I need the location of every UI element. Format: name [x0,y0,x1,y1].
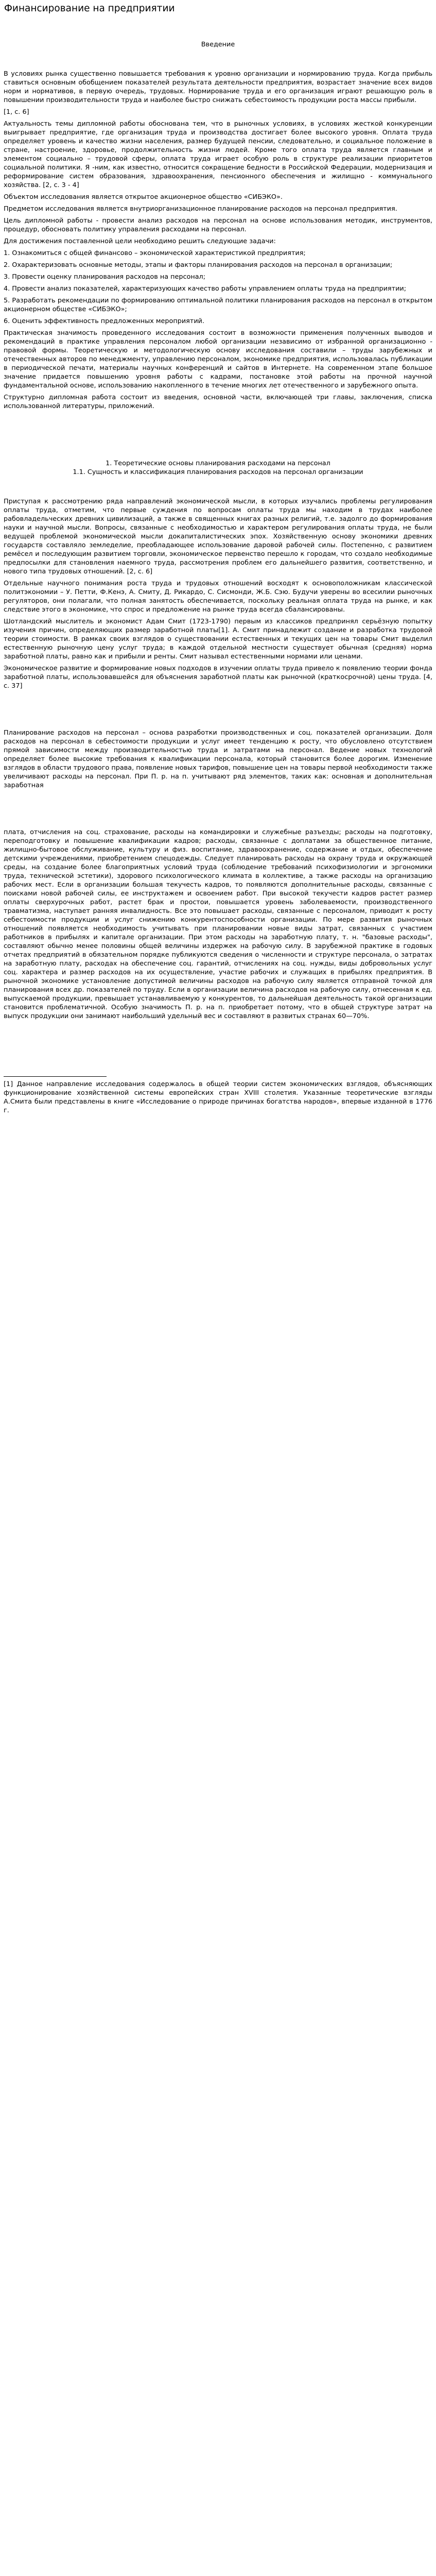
planning-continuation: плата, отчисления на соц. страхование, расходы на командировки и служебные разъезды; расходы на подготовку, переподготовку и повышение квалификации кадров; расходы, связанные с доплатами за общественное питание, жилищно-бытовое обслуживание, культуру и физ. воспитание, здравоохранение, содержание и отдых, обеспечение детскими учреждениями, приобретением спецодежды. Следует планировать расходы на охрану труда и окружающей среды, на создание более благоприятных условий труда (соблюдение требований психофизиологии и эргономики труда, технической эстетики), здорового психологического климата в коллективе, а также расходы на организацию рабочих мест. Если в организации большая текучесть кадров, то появляются дополнительные расходы, связанные с поисками новой рабочей силы, ее инструктажем и освоением работ. При высокой текучести кадров растет размер оплаты сверхурочных работ, растет брак и простои, повышается уровень заболеваемости, производственного травматизма, наступает ранняя инвалидность. Все это повышает расходы, связанные с персоналом, приводит к росту себестоимости продукции и услуг снижению конкурентоспособности организации. По мере развития рыночных отношений появляется необходимость учитывать при планировании новые виды затрат, связанных с участием работников в прибылях и капитале организации. При этом расходы на заработную плату, т. н. "базовые расходы", составляют обычно менее половины общей величины издержек на рабочую силу. В зарубежной практике в годовых отчетах предприятий в обязательном порядке публикуются сведения о численности и структуре персонала, о затратах на заработную плату, расходах на обеспечение соц. гарантий, отчислениях на соц. нужды, виды добровольных услуг соц. характера и размер расходов на их осуществление, участие рабочих и служащих в прибылях предприятия. В рыночной экономике установление допустимой величины расходов на рабочую силу является отправной точкой для планирования всех др. показателей по труду. Если в организации величина расходов на рабочую силу, отнесенная к ед. выпускаемой продукции, превышает устанавливаемую у конкурентов, то дальнейшая деятельность такой организации становится проблематичной. Особую значимость П. р. на п. приобретает потому, что в общей структуре затрат на выпуск продукции они занимают наибольший удельный вес и составляют в развитых странах 60—70%. [4,828,432,1020]
chapter-heading: 1. Теоретические основы планирования расходами на персонал [106,460,330,467]
chapter-paragraph: Экономическое развитие и формирование новых подходов в изучении оплаты труда привело к появлению теории фонда заработной платы, использовавшейся для объяснения заработной платы как рыночной (краткосрочной) цены труда. [4, с. 37] [4,665,432,690]
task-item: 2. Охарактеризовать основные методы, этапы и факторы планирования расходов на персонал в организации; [4,261,393,269]
footnote: [1] Данное направление исследования содержалось в общей теории систем экономических взглядов, объясняющих функционирование хозяйственной системы европейских стран XVIII столетия. Указанные теоретические взгляды А.Смита были представлены в книге «Исследование о природе причинах богатства народов», впервые изданной в 1776 г. [4,1080,432,1114]
page-break-space [4,693,432,714]
page-break-space [4,1044,432,1065]
task-item: 5. Разработать рекомендации по формированию оптимальной политики планирования расходов на персонал в открытом акционерном обществе «СИБЭКО»; [4,297,432,313]
chapter-paragraph: Приступая к рассмотрению ряда направлений экономической мысли, в которых изучались проблемы регулирования оплаты труда, отметим, что первые суждения по вопросам оплаты труда мы находим в трудах наиболее рабовладельческих древних цивилизаций, а также в священных книгах разных религий, т.е. задолго до формирования науки и научной мысли. Вопросы, связанные с необходимостью и характером регулирования оплаты труда, не были ведущей проблемой экономической мысли докапиталистических эпох. Хозяйственную основу экономики древних государств составляло земледелие, преобладающее использование даровой рабочей силы. Постепенно, с развитием ремёсел и последующим развитием торговли, экономическое первенство перешло к городам, что создало необходимые предпосылки для становления наемного труда, рассмотрения проблем его дальнейшего развития, соответственно, и нового типа трудовых отношений. [2, с. 6] [4,498,432,575]
intro-paragraph: Для достижения поставленной цели необходимо решить следующие задачи: [4,238,276,245]
intro-paragraph: Объектом исследования является открытое акционерное общество «СИБЭКО». [4,193,283,201]
planning-paragraph: Планирование расходов на персонал – основа разработки производственных и соц. показателей организации. Доля расходов на персонал в себестоимости продукции и услуг имеет тенденцию к росту, что обусловлено отсутствием прямой зависимости между производительностью труда и затратами на персонал. Ведение новых технологий определяет более высокие требования к квалификации персонала, который становится более дорогим. Изменение взглядов в области трудового права, появление новых тарифов, повышение цен на товары первой необходимости также увеличивают расходы на персонал. При П. р. на п. учитывают ряд элементов, таких как: основная и дополнительная заработная [4,729,432,789]
section-space [4,477,432,497]
intro-reference: [1, с. 6] [4,108,29,116]
page-break-space [4,414,432,434]
task-item: 3. Провести оценку планирования расходов на персонал; [4,273,206,281]
task-item: 4. Провести анализ показателей, характеризующих качество работы управлением оплаты труда на предприятии; [4,285,407,293]
intro-paragraph: Предметом исследования является внутриорганизационное планирование расходов на персонал предприятия. [4,205,397,213]
chapter-paragraph: Отдельные научного понимания роста труда и трудовых отношений восходят к основоположникам классической политэкономии – У. Петти, Ф.Кенэ, А. Смиту, Д. Рикардо, С. Сисмонди, Ж.Б. Сэю. Будучи уверены во всесилии рыночных регуляторов, они полагали, что полная занятость обеспечивается, поскольку реальная оплата труда на рынке, и как следствие этого в экономике, что спрос и предложение на рынке труда всегда сбалансированы. [4,580,432,614]
task-item: 6. Оценить эффективность предложенных мероприятий. [4,317,205,325]
page-break-space [4,814,432,828]
intro-paragraph: В условиях рынка существенно повышается требования к уровню организации и нормированию труда. Когда прибыль ставиться основным обобщением показателей результата деятельности предприятия, возрастает значение всех видов норм и нормативов, в первую очередь, трудовых. Нормирование труда и его организация играют решающую роль в повышении производительности труда и наиболее быстро снижать себестоимость продукции роста массы прибыли. [4,70,432,104]
page-title: Финансирование на предприятии [4,3,175,14]
page-break-space [4,434,432,455]
chapter-paragraph: Шотландский мыслитель и экономист Адам Смит (1723-1790) первым из классиков предпринял серьёзную попытку изучения причин, определяющих размер заработной платы[1]. А. Смит принадлежит создание и разработка трудовой теории стоимости. В рамках своих взглядов о существовании естественных и текущих цен на товары Смит выделил естественную рыночную цену услуг труда; в каждой отдельной местности существует обычная (средняя) норма заработной платы, равно как и прибыли и ренты. Смит называл естественными нормами или ценами. [4,618,432,660]
intro-paragraph: Актуальность темы дипломной работы обоснована тем, что в рыночных условиях, в условиях жесткой конкуренции выигрывает предприятие, где организация труда и производства достигает более высокого уровня. Оплата труда определяет уровень и качество жизни населения, размер будущей пенсии, следовательно, и социальное положение в стране, настроение, здоровье, продолжительность жизни людей. Кроме того оплата труда является главным и элементом социально – трудовой сферы, оплата труда играет особую роль в структуре реализации приоритетов социальной политики. Я -ним, как известно, относится сокращение бедности в Российской Федерации, модернизация и реформирование систем образования, здравоохранения, пенсионного обеспечения и жилищно - коммунального хозяйства. [2, с. 3 - 4] [4,120,432,189]
page-break-space [4,714,432,728]
section-heading: 1.1. Сущность и классификация планирования расходов на персонал организации [73,468,363,476]
page-break-space [4,1024,432,1044]
task-item: 1. Ознакомиться с общей финансово – экономической характеристикой предприятия; [4,249,306,257]
introduction-heading: Введение [201,41,235,48]
intro-paragraph: Практическая значимость проведенного исследования состоит в возможности применения полученных выводов и рекомендаций в практике управления персоналом любой организации независимо от избранной организационно - правовой формы. Теоретическую и методологическую основу исследования составили – труды зарубежных и отечественных авторов по менеджменту, управлению персоналом, экономике предприятия, использовалась публикации в периодической печати, материалы научных конференций и сайтов в Интернете. На современном этапе большое значение придается повышению уровня работы с кадрами, постановке этой работы на прочной научной фундаментальной основе, использованию накопленного в течение многих лет отечественного и зарубежного опыта. [4,329,432,389]
footnote-divider [4,1076,107,1077]
document-body [0,40,436,1115]
intro-paragraph: Структурно дипломная работа состоит из введения, основной части, включающей три главы, заключения, списка использованной литературы, приложений. [4,394,432,410]
page-break-space [4,793,432,814]
intro-paragraph: Цель дипломной работы - провести анализ расходов на персонал на основе использования методик, инструментов, процедур, обосновать политику управления расходами на персонал. [4,217,432,233]
